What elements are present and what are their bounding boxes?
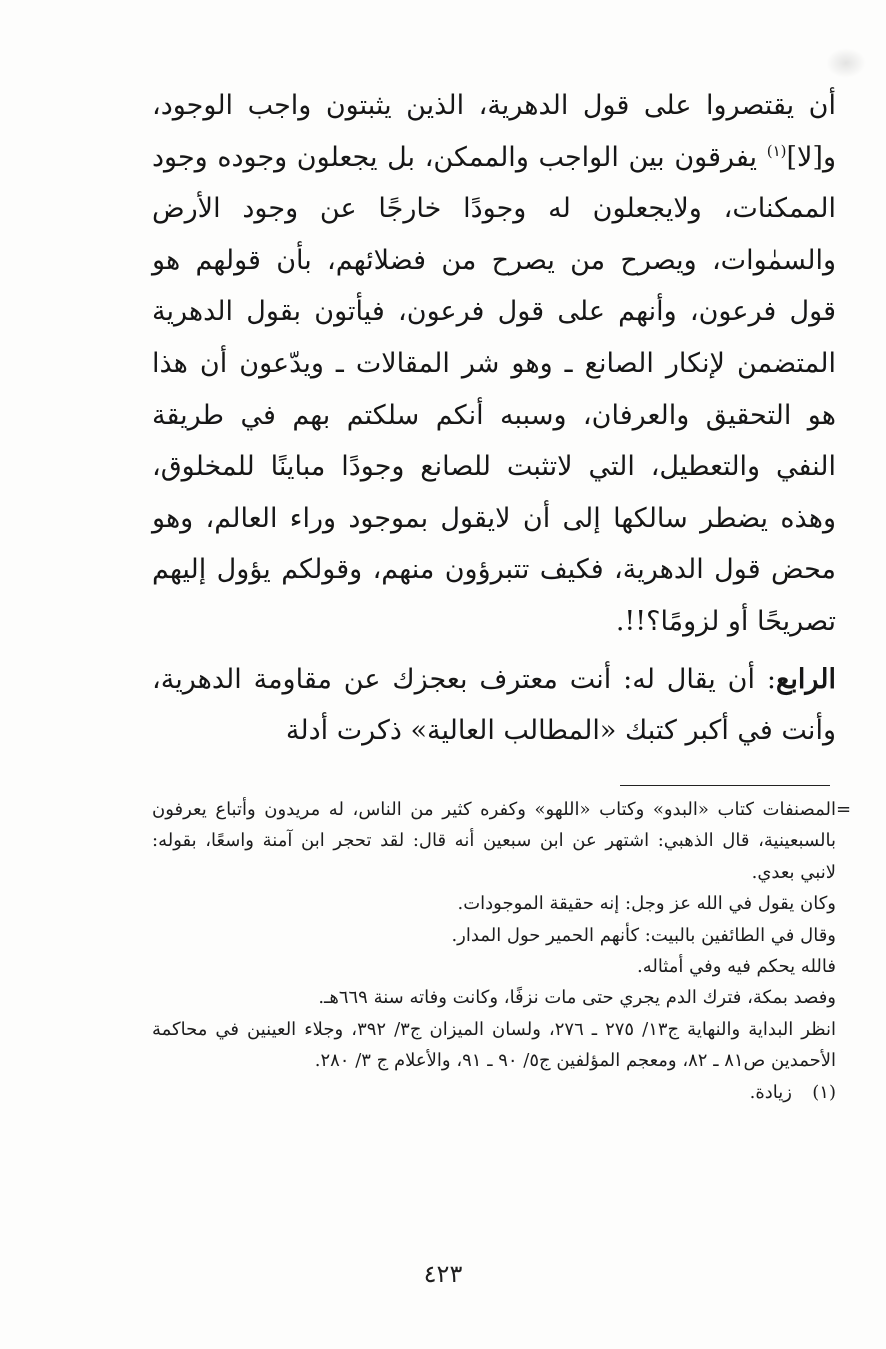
scan-speck (826, 48, 866, 78)
footnote-1 (152, 1077, 836, 1108)
text-run: أن يقتصروا على قول الدهرية، الذين يثبتون واجب الوجود، و[لا] (152, 90, 836, 173)
paragraph (152, 654, 836, 757)
paragraph (152, 80, 836, 648)
footnote-line: انظر البداية والنهاية ج١٣/ ٢٧٥ ـ ٢٧٦، ولسان الميزان ج٣/ ٣٩٢، وجلاء العينين في محاكمة الأحمدين ص٨١ ـ ٨٢، ومعجم المؤلفين ج٥/ ٩٠ ـ ٩١، والأعلام ج ٣/ ٢٨٠. (152, 1018, 836, 1072)
text-run: : أن يقال له: أنت معترف بعجزك عن مقاومة الدهرية، وأنت في أكبر كتبك «المطالب العالية» ذكرت أدلة (152, 663, 836, 747)
main-text (152, 80, 836, 757)
footnote-line: فالله يحكم فيه وفي أمثاله. (636, 956, 836, 978)
continuation-mark: = (836, 799, 852, 820)
footnotes (152, 794, 836, 1108)
page-number: ٤٢٣ (423, 1260, 463, 1288)
point-heading: الرابع (775, 663, 836, 695)
footnote-text: زيادة. (749, 1081, 792, 1103)
footnote-line: وقال في الطائفين بالبيت: كأنهم الحمير حول المدار. (451, 924, 836, 946)
footnote-ref[interactable]: (١) (766, 141, 787, 160)
footnote-line: المصنفات كتاب «البدو» وكتاب «اللهو» وكفره كثير من الناس، له مريدون وأتباع يعرفون بالسبعينية، قال الذهبي: اشتهر عن ابن سبعين أنه قال: لقد تحجر ابن آمنة واسعًا، بقوله: لانبي بعدي. (152, 799, 836, 883)
text-run: يفرقون بين الواجب والممكن، بل يجعلون وجوده وجود الممكنات، ولايجعلون له وجودًا خارجًا عن وجود الأرض والسمٰوات، ويصرح من يصرح من فضلائهم، بأن قولهم هو قول فرعون، وأنهم على قول فرعون، فيأتون بقول الدهرية المتضمن لإنكار الصانع ـ وهو شر المقالات ـ ويدّعون أن هذا هو التحقيق والعرفان، وسببه أنكم سلكتم بهم في طريقة النفي والتعطيل، التي لاتثبت للصانع وجودًا مباينًا للمخلوق، وهذه يضطر سالكها إلى أن لايقول بموجود وراء العالم، وهو محض قول الدهرية، فكيف تتبرؤون منهم، وقولكم يؤول إليهم تصريحًا أو لزومًا؟!!. (152, 141, 836, 637)
footnote-separator (620, 785, 830, 786)
footnote-line: وفصد بمكة، فترك الدم يجري حتى مات نزفًا، وكانت وفاته سنة ٦٦٩هـ. (318, 987, 836, 1009)
footnote-number: (١) (812, 1081, 836, 1103)
footnote-line: وكان يقول في الله عز وجل: إنه حقيقة الموجودات. (457, 893, 836, 915)
